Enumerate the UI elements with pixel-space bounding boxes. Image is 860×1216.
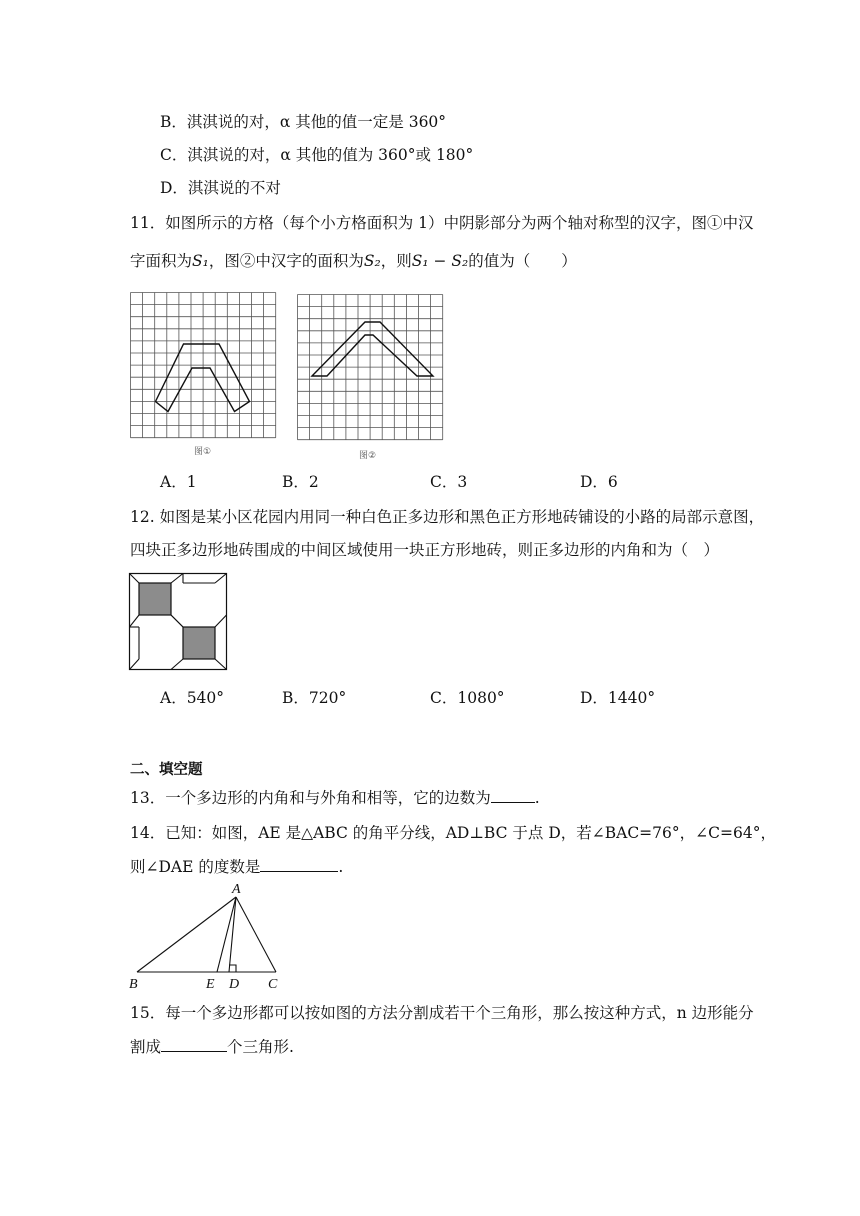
q11-expr: S₁ − S₂ [411,252,469,270]
q11-stem-line2 [130,251,577,271]
q10-option-b: B．淇淇说的对，α 其他的值一定是 360° [160,113,447,131]
q11-figure-2-caption: 图② [359,451,377,461]
q11-figure-2 [297,294,449,464]
q11-s1: S₁ [192,252,209,270]
q11-stem-line1: 11．如图所示的方格（每个小方格面积为 1）中阴影部分为两个轴对称型的汉字，图①中汉 [130,214,754,232]
q11-option-a: A．1 [160,473,197,491]
q14-label-e: E [206,977,215,992]
q14-stem-line2 [130,857,343,877]
q13-text-a: 13．一个多边形的内角和与外角和相等，它的边数为 [130,789,491,807]
q12-stem-line2: 四块正多边形地砖围成的中间区域使用一块正方形地砖，则正多边形的内角和为（ ） [130,541,720,559]
q12-option-a: A．540° [160,689,225,707]
q10-option-c: C．淇淇说的对，α 其他的值为 360°或 180° [160,146,474,164]
q12-option-d: D．1440° [580,689,656,707]
q15-text-b: 个三角形. [227,1038,294,1056]
q11-figure-1-caption: 图① [194,447,212,457]
q12-stem-line1: 12. 如图是某小区花园内用同一种白色正多边形和黑色正方形地砖铺设的小路的局部示意图， [130,508,765,526]
q14-label-a: A [232,882,241,897]
q11-figure-1 [130,292,280,462]
q11-option-d: D．6 [580,473,618,491]
q15-text-a: 割成 [130,1038,162,1056]
q14-triangle-figure [126,880,296,992]
q14-text-a: 则∠DAE 的度数是 [130,858,261,876]
q14-text-b: . [338,858,344,876]
q15-stem-line2 [130,1037,294,1057]
q12-tile-figure [129,573,229,671]
q11-stem-text-c: ，则 [380,252,412,270]
q11-option-c: C．3 [430,473,468,491]
q11-option-b: B．2 [282,473,319,491]
q10-option-d: D．淇淇说的不对 [160,179,281,197]
q14-answer-blank [260,857,338,872]
q14-label-d: D [229,977,240,992]
section-title: 二、填空题 [130,762,203,778]
q11-figure-2-character [312,322,433,376]
q14-label-b: B [129,977,138,992]
q13-text-b: . [534,789,540,807]
q12-dark-square-1 [139,583,171,615]
q14-stem-line1: 14．已知：如图，AE 是△ABC 的角平分线，AD⊥BC 于点 D，若∠BAC=76°，∠C=64°， [130,824,776,842]
q15-stem-line1: 15．每一个多边形都可以按如图的方法分割成若干个三角形，那么按这种方式，n 边形能分 [130,1004,754,1022]
q12-option-c: C．1080° [430,689,505,707]
q13-stem [130,788,540,808]
q11-stem-text-d: 的值为（ ） [468,252,577,270]
q11-stem-text-b: ，图②中汉字的面积为 [208,252,364,270]
q11-stem-text-a: 字面积为 [130,252,193,270]
q15-answer-blank [161,1037,227,1052]
q12-dark-square-2 [183,627,215,659]
q11-s2: S₂ [363,252,381,270]
q12-option-b: B．720° [282,689,347,707]
q13-answer-blank [491,788,535,803]
q14-label-c: C [268,977,278,992]
